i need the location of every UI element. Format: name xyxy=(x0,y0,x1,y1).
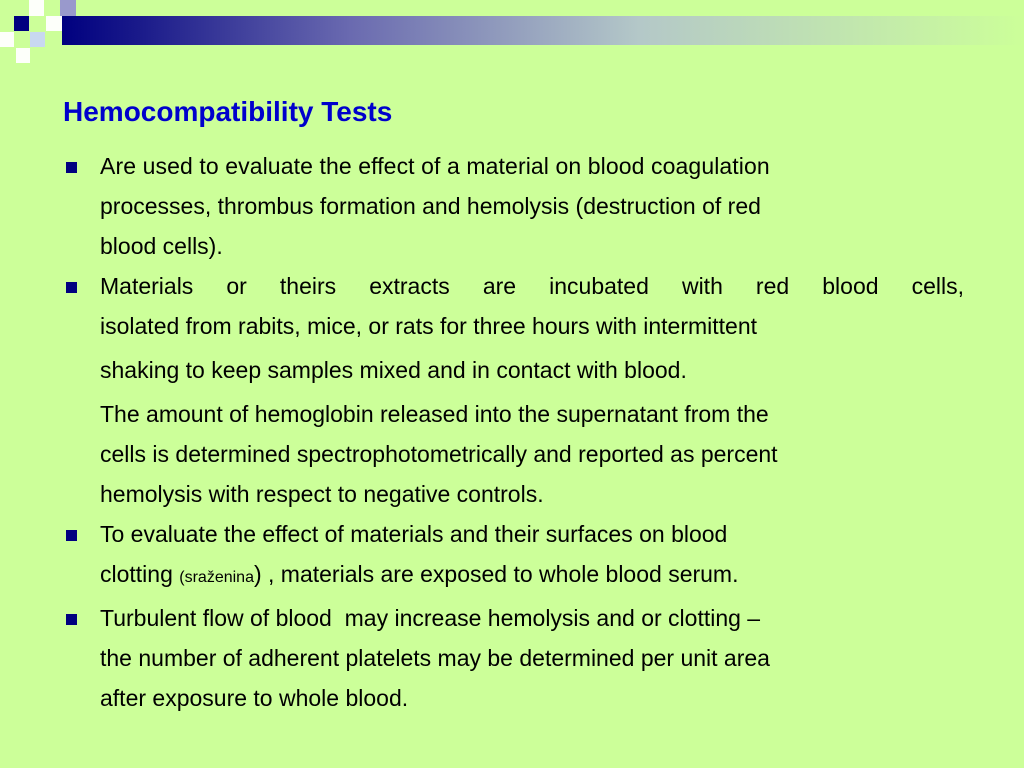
bullet-line: after exposure to whole blood. xyxy=(100,685,409,711)
bullet-square-icon xyxy=(66,614,77,625)
decor-square xyxy=(60,0,76,16)
bullet-line: isolated from rabits, mice, or rats for three hours with intermittent xyxy=(100,313,758,339)
bullet-square-icon xyxy=(66,282,77,293)
bullet-item xyxy=(62,266,964,514)
bullet-line-mixed xyxy=(100,554,964,598)
decor-square xyxy=(0,32,14,47)
bullet-line: shaking to keep samples mixed and in contact with blood. xyxy=(100,357,687,383)
bullet-square-icon xyxy=(66,162,77,173)
text-run-small: (sraženina xyxy=(179,569,254,586)
bullet-square-icon xyxy=(66,530,77,541)
bullet-line: To evaluate the effect of materials and their surfaces on blood xyxy=(100,521,728,547)
decor-square xyxy=(46,16,62,31)
bullet-line: cells is determined spectrophotometrically and reported as percent xyxy=(100,441,778,467)
text-run: clotting xyxy=(100,561,180,587)
decor-square xyxy=(14,16,29,31)
bullet-item xyxy=(62,514,964,598)
bullet-line: Materials or theirs extracts are incubated with red blood cells, xyxy=(100,273,964,299)
bullet-line: The amount of hemoglobin released into the supernatant from the xyxy=(100,401,769,427)
decor-square xyxy=(16,48,30,63)
bullet-line: blood cells). xyxy=(100,233,223,259)
bullet-line: the number of adherent platelets may be determined per unit area xyxy=(100,645,770,671)
slide-title: Hemocompatibility Tests xyxy=(63,96,393,127)
bullet-item xyxy=(62,146,964,266)
bullet-line: Are used to evaluate the effect of a material on blood coagulation xyxy=(100,153,770,179)
decor-square xyxy=(30,32,45,47)
text-run: ) , materials are exposed to whole blood serum. xyxy=(253,561,739,587)
header-decoration xyxy=(0,16,1024,45)
header-gradient-bar xyxy=(62,16,1024,45)
bullet-line: processes, thrombus formation and hemolysis (destruction of red xyxy=(100,193,761,219)
slide-content xyxy=(62,146,964,718)
bullet-line: Turbulent flow of blood may increase hemolysis and or clotting – xyxy=(100,605,761,631)
decor-square xyxy=(29,0,44,16)
bullet-line: hemolysis with respect to negative controls. xyxy=(100,481,544,507)
bullet-item xyxy=(62,598,964,718)
